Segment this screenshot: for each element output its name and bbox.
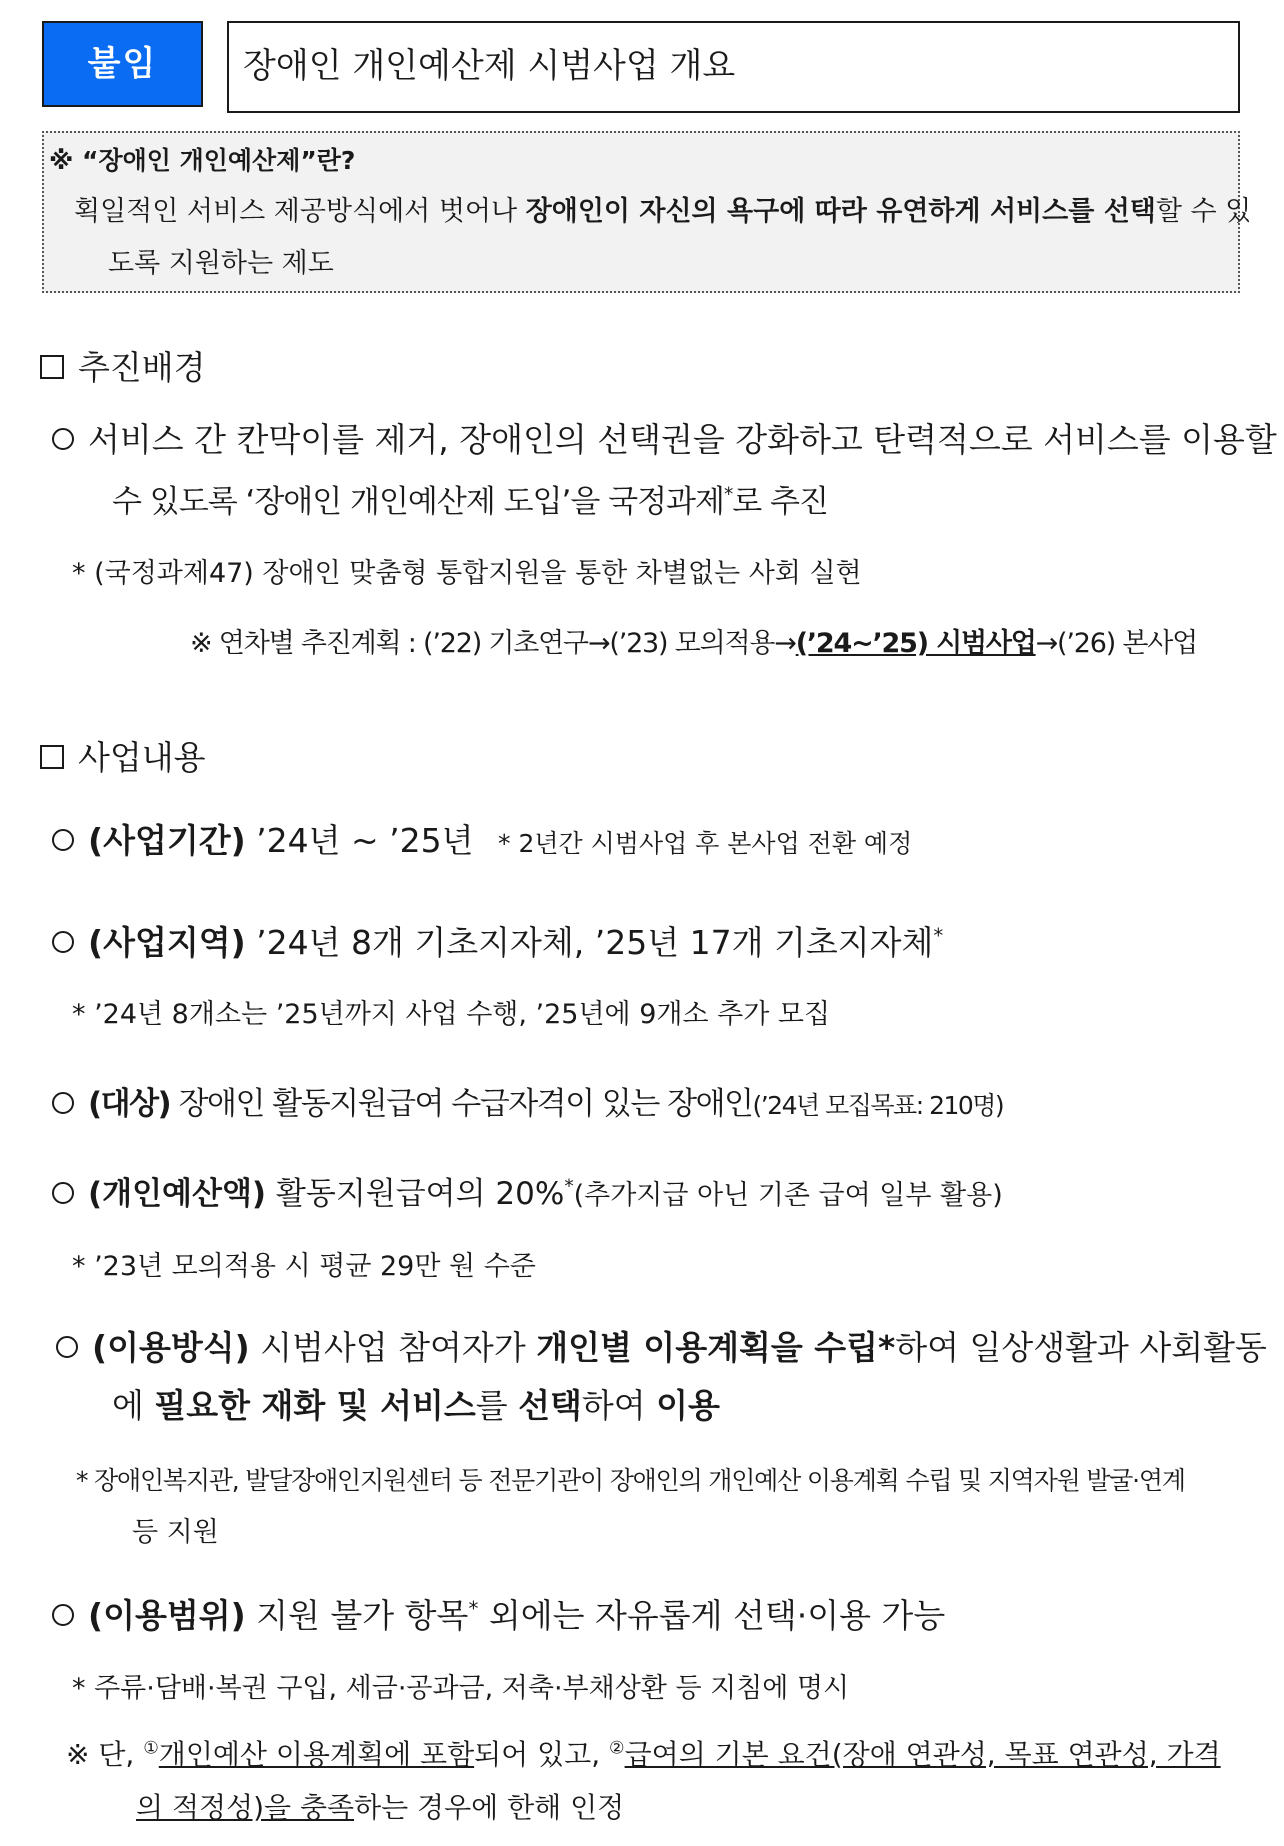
item-text: ’24년 8개 기초지자체, ’25년 17개 기초지자체 [245,923,934,962]
item-text: 시범사업 참여자가 [249,1328,537,1367]
item-label: (개인예산액) [88,1176,267,1212]
section-heading-background [40,342,206,389]
yearly-plan [190,621,1197,660]
circle-bullet-icon [52,1182,74,1204]
bullet-text: 로 추진 [732,484,828,520]
item-tail: (추가지급 아닌 기존 급여 일부 활용) [573,1180,1003,1211]
background-bullet-line-1 [52,414,1277,461]
item-note: * 2년간 시범사업 후 본사업 전환 예정 [498,829,913,858]
item-tail: (’24년 모집목표: 210명) [752,1091,1004,1120]
item-emphasis: 선택 [518,1386,582,1425]
item-label: (이용방식) [92,1328,250,1367]
item-text: 장애인 활동지원급여 수급자격이 있는 장애인 [170,1086,753,1122]
scope-caveat-line-1 [66,1733,1221,1773]
scope-caveat-line-2 [136,1786,624,1826]
section-heading-content [40,732,206,779]
item-text: 지원 불가 항목 [245,1596,469,1635]
item-scope [52,1590,945,1637]
item-text: 하여 일상생활과 사회활동 [895,1328,1267,1367]
item-emphasis: 이용 [656,1386,720,1425]
checkbox-square-icon [40,745,64,769]
item-text: 를 [475,1386,519,1425]
method-footnote-line-2: 등 지원 [132,1517,219,1548]
plan-text: ※ 연차별 추진계획 : (’22) 기초연구→(’23) 모의적용→ [190,628,796,659]
footnote-marker: * [723,484,733,506]
item-text: 에 [112,1386,155,1425]
circle-bullet-icon [56,1336,78,1358]
circle-bullet-icon [52,829,74,851]
definition-box [42,131,1252,293]
definition-emphasis: 장애인이 자신의 욕구에 따라 유연하게 서비스를 선택 [525,196,1156,227]
item-label: (사업기간) [88,821,246,860]
bullet-text: 서비스 간 칸막이를 제거, 장애인의 선택권을 강화하고 탄력적으로 서비스를 이용할 [88,420,1277,459]
circled-number-2: ② [609,1738,625,1759]
footnote-marker: * [468,1597,479,1620]
caveat-text: 되어 있고, [474,1738,610,1771]
item-text: 활동지원급여의 20% [266,1176,565,1212]
caveat-underlined: 개인예산 이용계획에 포함 [158,1738,475,1771]
footnote-marker: * [933,924,944,947]
item-text: ’24년 ~ ’25년 [245,821,474,860]
background-bullet-line-2 [112,476,828,521]
section-title: 추진배경 [78,348,206,387]
item-label: (이용범위) [88,1596,246,1635]
background-footnote: * (국정과제47) 장애인 맞춤형 통합지원을 통한 차별없는 사회 실현 [72,558,862,589]
item-label: (대상) [88,1086,171,1122]
attachment-tag: 붙임 [42,21,203,107]
item-method-line-2 [112,1380,720,1427]
item-region [52,917,943,964]
budget-footnote: * ’23년 모의적용 시 평균 29만 원 수준 [72,1251,536,1282]
region-footnote: * ’24년 8개소는 ’25년까지 사업 수행, ’25년에 9개소 추가 모집 [72,999,831,1030]
definition-title: ※ “장애인 개인예산제”란? [49,146,356,175]
method-footnote-line-1: * 장애인복지관, 발달장애인지원센터 등 전문기관이 장애인의 개인예산 이용계획 수립 및 지역자원 발굴·연계 [76,1466,1185,1495]
item-text: 외에는 자유롭게 선택·이용 가능 [478,1596,946,1635]
item-emphasis: 개인별 이용계획을 수립* [536,1328,896,1367]
document-title: 장애인 개인예산제 시범사업 개요 [227,21,1240,113]
circled-number-1: ① [143,1738,159,1759]
item-period [52,815,912,862]
bullet-text: 수 있도록 ‘장애인 개인예산제 도입’을 국정과제 [112,484,724,520]
caveat-underlined: 의 적정성)을 충족 [136,1791,355,1824]
item-budget [52,1168,1003,1213]
circle-bullet-icon [52,931,74,953]
footnote-marker: * [564,1176,574,1198]
caveat-text: ※ 단, [66,1738,144,1771]
item-text: 하여 [581,1386,657,1425]
item-emphasis: 필요한 재화 및 서비스 [154,1386,476,1425]
item-label: (사업지역) [88,923,246,962]
section-title: 사업내용 [78,738,206,777]
circle-bullet-icon [52,428,74,450]
item-target [52,1078,1003,1123]
checkbox-square-icon [40,355,64,379]
circle-bullet-icon [52,1092,74,1114]
caveat-text: 하는 경우에 한해 인정 [354,1791,625,1824]
definition-text: 획일적인 서비스 제공방식에서 벗어나 [74,196,526,227]
caveat-underlined: 급여의 기본 요건(장애 연관성, 목표 연관성, 가격 [624,1738,1221,1771]
document-header [40,20,1240,114]
definition-text: 할 수 있 [1155,196,1252,227]
scope-footnote: * 주류·담배·복권 구입, 세금·공과금, 저축·부채상환 등 지침에 명시 [72,1673,850,1704]
plan-text: →(’26) 본사업 [1035,628,1198,659]
definition-line-2: 도록 지원하는 제도 [108,248,334,279]
item-method-line-1 [56,1322,1267,1369]
plan-highlight: (’24~’25) 시범사업 [795,628,1036,659]
circle-bullet-icon [52,1604,74,1626]
definition-line-1 [74,189,1252,228]
